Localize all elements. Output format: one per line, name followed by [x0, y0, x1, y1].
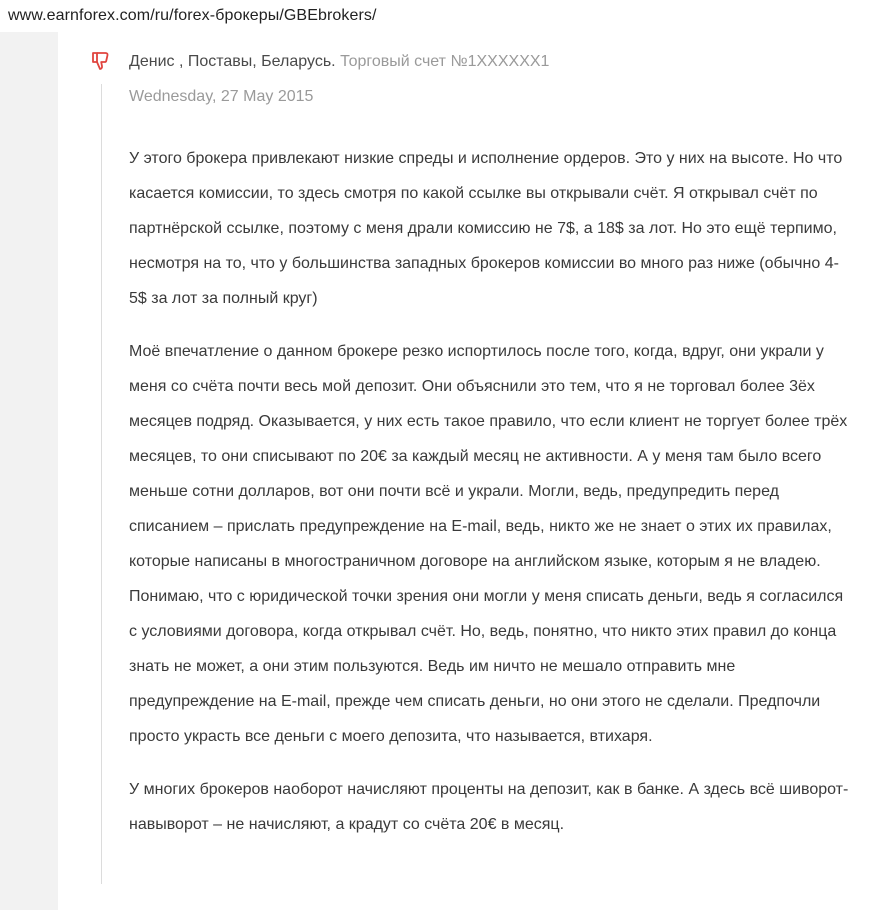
review-card	[58, 32, 871, 910]
thread-line	[101, 84, 102, 884]
page-background	[0, 32, 871, 910]
address-bar[interactable]	[0, 0, 871, 32]
url-text[interactable]: www.earnforex.com/ru/forex-брокеры/GBEbrokers/	[8, 7, 377, 24]
thumbs-down-icon	[91, 51, 111, 71]
review-date: Wednesday, 27 May 2015	[129, 88, 314, 105]
review-paragraph: У этого брокера привлекают низкие спреды и исполнение ордеров. Это у них на высоте. Но что касается комиссии, то здесь смотря по какой ссылке вы открывали счёт. Я открывал счёт по партнёрской ссылке, поэтому с меня драли комиссию не 7$, а 18$ за лот. Но это ещё терпимо, несмотря на то, что у большинства западных брокеров комиссии во много раз ниже (обычно 4-5$ за лот за полный круг)	[129, 150, 843, 307]
review-meta	[129, 52, 549, 72]
review-paragraph: Моё впечатление о данном брокере резко испортилось после того, когда, вдруг, они украли у меня со счёта почти весь мой депозит. Они объяснили это тем, что я не торговал более 3ёх месяцев подряд. Оказывается, у них есть такое правило, что если клиент не торгует более трёх месяцев, то они списывают по 20€ за каждый месяц не активности. А у меня там было всего меньше сотни долларов, вот они почти всё и украли. Могли, ведь, предупредить перед списанием – прислать предупреждение на E-mail, ведь, никто же не знает о этих их правилах, которые написаны в многостраничном договоре на английском языке, которым я не владею. Понимаю, что с юридической точки зрения они могли у меня списать деньги, ведь я согласился с условиями договора, когда открывал счёт. Но, ведь, понятно, что никто этих правил до конца знать не может, а они этим пользуются. Ведь им ничто не мешало отправить мне предупреждение на E-mail, прежде чем списать деньги, но они этого не сделали. Предпочли просто украсть все деньги с моего депозита, что называется, втихаря.	[129, 343, 848, 745]
account-number: Торговый счет №1XXXXXX1	[340, 53, 550, 70]
author-name: Денис , Поставы, Беларусь.	[129, 53, 336, 70]
review-body	[129, 141, 849, 860]
review-paragraph: У многих брокеров наоборот начисляют проценты на депозит, как в банке. А здесь всё шиворот-навыворот – не начисляют, а крадут со счёта 20€ в месяц.	[129, 781, 849, 833]
